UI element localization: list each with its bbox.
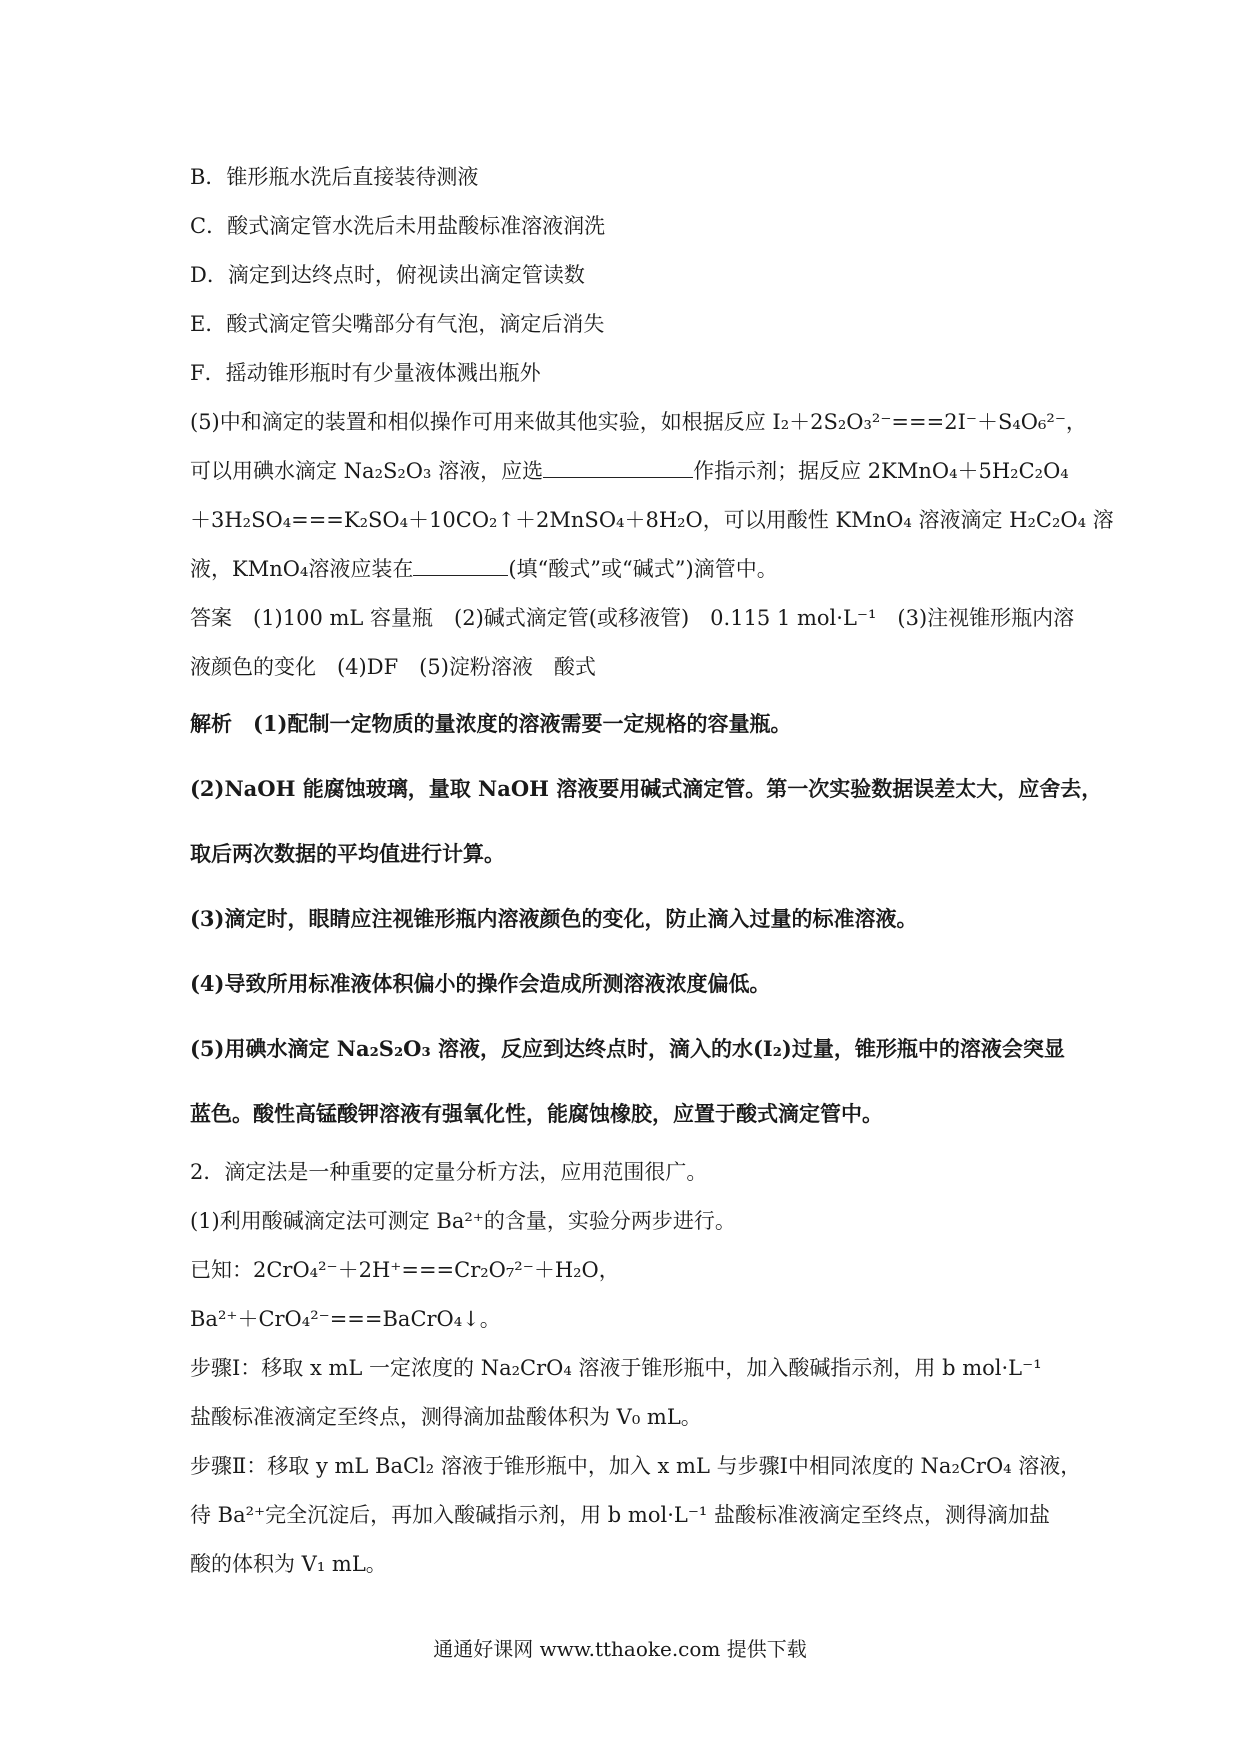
question-5-line-4 <box>190 554 1070 584</box>
option-e: E．酸式滴定管尖嘴部分有气泡，滴定后消失 <box>190 312 605 336</box>
question-2-line-6: 盐酸标准液滴定至终点，测得滴加盐酸体积为 V₀ mL。 <box>190 1405 702 1429</box>
answer-blank-indicator <box>543 459 693 478</box>
question-2-line-9: 酸的体积为 V₁ mL。 <box>190 1552 387 1576</box>
analysis-line-6: (5)用碘水滴定 Na₂S₂O₃ 溶液，反应到达终点时，滴入的水(I₂)过量，锥形瓶中的溶液会突显 <box>190 1036 1065 1061</box>
question-2-line-5: 步骤Ⅰ：移取 x mL 一定浓度的 Na₂CrO₄ 溶液于锥形瓶中，加入酸碱指示剂，用 b mol·L⁻¹ <box>190 1356 1042 1380</box>
analysis-line-3: 取后两次数据的平均值进行计算。 <box>190 841 505 866</box>
question-2-line-2: (1)利用酸碱滴定法可测定 Ba²⁺的含量，实验分两步进行。 <box>190 1209 736 1233</box>
question-2-line-4: Ba²⁺＋CrO₄²⁻===BaCrO₄↓。 <box>190 1307 501 1331</box>
analysis-line-7: 蓝色。酸性高锰酸钾溶液有强氧化性，能腐蚀橡胶，应置于酸式滴定管中。 <box>190 1101 883 1126</box>
answer-line-2: 液颜色的变化 (4)DF (5)淀粉溶液 酸式 <box>190 655 596 679</box>
question-2-line-3: 已知：2CrO₄²⁻＋2H⁺===Cr₂O₇²⁻＋H₂O， <box>190 1258 620 1282</box>
question-5-line-2 <box>190 456 1070 486</box>
question-5-line-1: (5)中和滴定的装置和相似操作可用来做其他实验，如根据反应 I₂＋2S₂O₃²⁻===2I⁻＋S₄O₆²⁻， <box>190 410 1087 434</box>
analysis-line-2: (2)NaOH 能腐蚀玻璃，量取 NaOH 溶液要用碱式滴定管。第一次实验数据误差太大，应舍去， <box>190 776 1103 801</box>
question-5-line-3: ＋3H₂SO₄===K₂SO₄＋10CO₂↑＋2MnSO₄＋8H₂O，可以用酸性 KMnO₄ 溶液滴定 H₂C₂O₄ 溶 <box>190 508 1114 532</box>
question-2-line-7: 步骤Ⅱ：移取 y mL BaCl₂ 溶液于锥形瓶中，加入 x mL 与步骤Ⅰ中相同浓度的 Na₂CrO₄ 溶液， <box>190 1454 1082 1478</box>
page-footer: 通通好课网 www.tthaoke.com 提供下载 <box>433 1637 807 1661</box>
option-f: F．摇动锥形瓶时有少量液体溅出瓶外 <box>190 361 541 385</box>
analysis-line-5: (4)导致所用标准液体积偏小的操作会造成所测溶液浓度偏低。 <box>190 971 771 996</box>
option-c: C．酸式滴定管水洗后未用盐酸标准溶液润洗 <box>190 214 606 238</box>
option-d: D．滴定到达终点时，俯视读出滴定管读数 <box>190 263 585 287</box>
answer-blank-burette <box>413 557 508 576</box>
question-5-line-2-text-a: 可以用碘水滴定 Na₂S₂O₃ 溶液，应选 <box>190 459 544 483</box>
analysis-line-4: (3)滴定时，眼睛应注视锥形瓶内溶液颜色的变化，防止滴入过量的标准溶液。 <box>190 906 918 931</box>
question-2-line-8: 待 Ba²⁺完全沉淀后，再加入酸碱指示剂，用 b mol·L⁻¹ 盐酸标准液滴定至终点，测得滴加盐 <box>190 1503 1050 1527</box>
question-5-line-4-text-b: (填“酸式”或“碱式”)滴管中。 <box>508 557 778 581</box>
option-b: B．锥形瓶水洗后直接装待测液 <box>190 165 479 189</box>
answer-line-1: 答案 (1)100 mL 容量瓶 (2)碱式滴定管(或移液管) 0.115 1 mol·L⁻¹ (3)注视锥形瓶内溶 <box>190 606 1075 630</box>
question-2-title: 2．滴定法是一种重要的定量分析方法，应用范围很广。 <box>190 1160 708 1184</box>
question-5-line-2-text-b: 作指示剂；据反应 2KMnO₄＋5H₂C₂O₄ <box>693 459 1069 483</box>
analysis-line-1: 解析 (1)配制一定物质的量浓度的溶液需要一定规格的容量瓶。 <box>190 711 792 736</box>
question-5-line-4-text-a: 液，KMnO₄溶液应装在 <box>190 557 414 581</box>
